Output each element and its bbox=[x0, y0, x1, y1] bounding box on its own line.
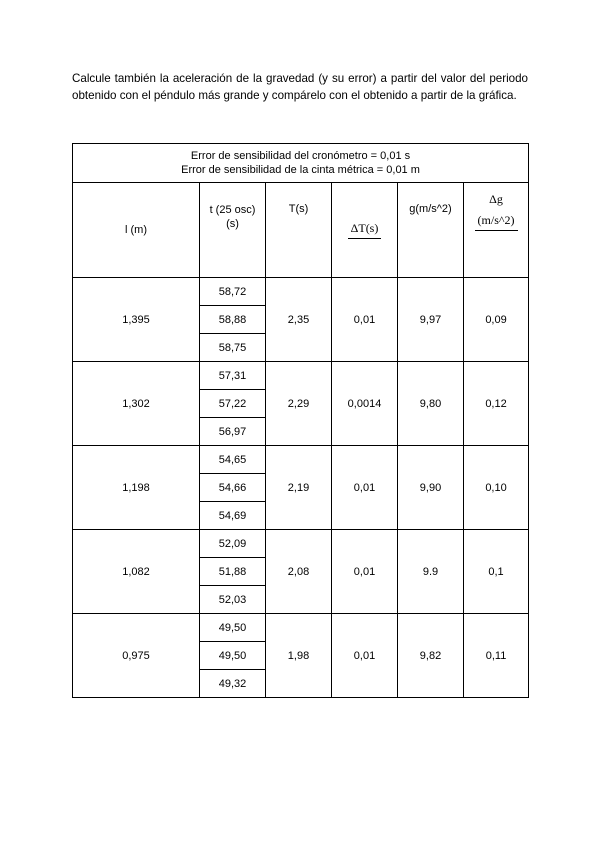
time-cell: 54,69 bbox=[200, 502, 266, 530]
stopwatch-error-note: Error de sensibilidad del cronómetro = 0,01 s bbox=[190, 150, 411, 162]
length-cell: 1,198 bbox=[73, 446, 200, 530]
gravity-error-cell: 0,10 bbox=[464, 446, 529, 530]
time-cell: 49,32 bbox=[200, 670, 266, 698]
time-cell: 57,22 bbox=[200, 390, 266, 418]
time-cell: 49,50 bbox=[200, 642, 266, 670]
time-cell: 58,75 bbox=[200, 334, 266, 362]
period-error-cell: 0,01 bbox=[332, 278, 398, 362]
gravity-error-cell: 0,12 bbox=[464, 362, 529, 446]
period-cell: 2,08 bbox=[266, 530, 332, 614]
time-cell: 57,31 bbox=[200, 362, 266, 390]
time-cell: 49,50 bbox=[200, 614, 266, 642]
period-error-cell: 0,01 bbox=[332, 530, 398, 614]
length-cell: 1,082 bbox=[73, 530, 200, 614]
header-time bbox=[200, 183, 266, 278]
period-error-cell: 0,0014 bbox=[332, 362, 398, 446]
gravity-cell: 9,82 bbox=[398, 614, 464, 698]
table-row bbox=[73, 278, 529, 306]
gravity-error-cell: 0,11 bbox=[464, 614, 529, 698]
header-period-error-label: ΔT(s) bbox=[348, 221, 382, 239]
period-cell: 2,29 bbox=[266, 362, 332, 446]
header-gravity: g(m/s^2) bbox=[398, 183, 464, 278]
header-gravity-error bbox=[464, 183, 529, 278]
period-cell: 1,98 bbox=[266, 614, 332, 698]
gravity-cell: 9,97 bbox=[398, 278, 464, 362]
table-row bbox=[73, 362, 529, 390]
time-cell: 58,88 bbox=[200, 306, 266, 334]
column-header-row bbox=[73, 183, 529, 278]
table-row bbox=[73, 530, 529, 558]
length-cell: 1,302 bbox=[73, 362, 200, 446]
header-length: l (m) bbox=[73, 183, 200, 278]
time-cell: 51,88 bbox=[200, 558, 266, 586]
time-cell: 52,03 bbox=[200, 586, 266, 614]
header-time-line1: t (25 osc) bbox=[209, 204, 256, 216]
gravity-cell: 9.9 bbox=[398, 530, 464, 614]
table-note bbox=[73, 144, 529, 183]
instruction-paragraph: Calcule también la aceleración de la gravedad (y su error) a partir del valor del periodo obtenido con el péndulo más grande y compárelo con el obtenido a partir de la gráfica. bbox=[72, 72, 528, 102]
header-gravity-error-line2: (m/s^2) bbox=[475, 213, 518, 231]
period-cell: 2,19 bbox=[266, 446, 332, 530]
length-cell: 0,975 bbox=[73, 614, 200, 698]
header-gravity-error-line1: Δg bbox=[489, 192, 503, 206]
gravity-cell: 9,90 bbox=[398, 446, 464, 530]
gravity-cell: 9,80 bbox=[398, 362, 464, 446]
gravity-error-cell: 0,09 bbox=[464, 278, 529, 362]
gravity-error-cell: 0,1 bbox=[464, 530, 529, 614]
pendulum-data-table bbox=[72, 143, 529, 698]
time-cell: 56,97 bbox=[200, 418, 266, 446]
period-cell: 2,35 bbox=[266, 278, 332, 362]
table-row bbox=[73, 614, 529, 642]
time-cell: 54,65 bbox=[200, 446, 266, 474]
header-time-line2: (s) bbox=[226, 218, 239, 230]
time-cell: 58,72 bbox=[200, 278, 266, 306]
period-error-cell: 0,01 bbox=[332, 446, 398, 530]
table-row bbox=[73, 446, 529, 474]
header-period: T(s) bbox=[266, 183, 332, 278]
tape-error-note: Error de sensibilidad de la cinta métrica = 0,01 m bbox=[181, 164, 420, 176]
time-cell: 52,09 bbox=[200, 530, 266, 558]
period-error-cell: 0,01 bbox=[332, 614, 398, 698]
table-note-row bbox=[73, 144, 529, 183]
time-cell: 54,66 bbox=[200, 474, 266, 502]
header-period-error bbox=[332, 183, 398, 278]
length-cell: 1,395 bbox=[73, 278, 200, 362]
